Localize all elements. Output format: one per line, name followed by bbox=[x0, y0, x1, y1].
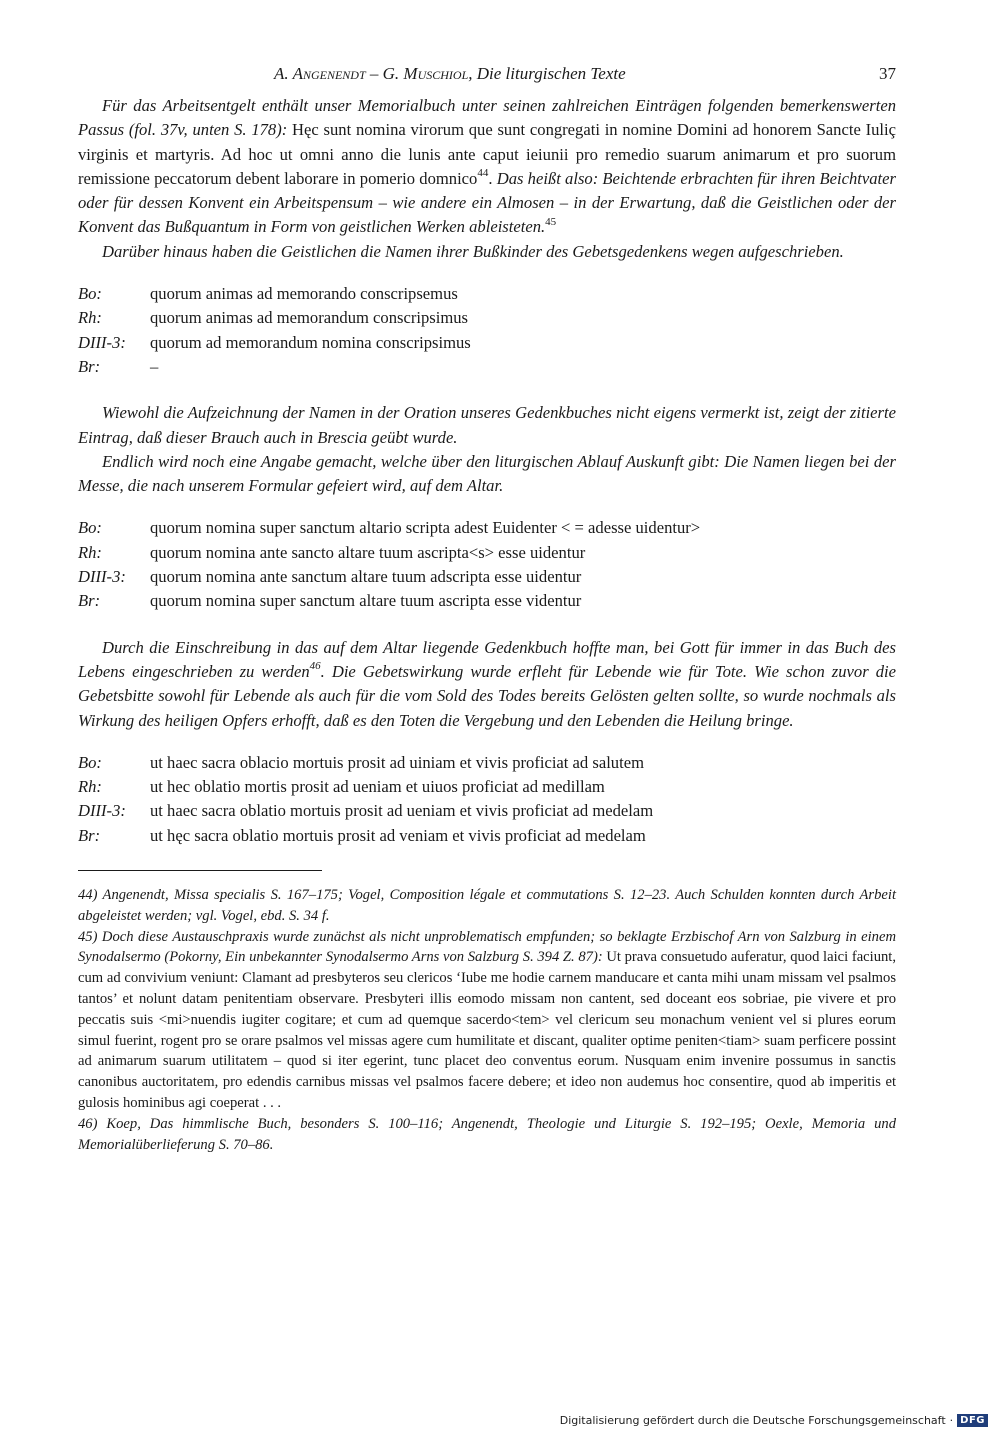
footnote-45-latin: Ut prava consuetudo auferatur, quod laici faciunt, cum ad convivium veniunt: Clamant ad presbyteros seu clericos ‘Iube me hodie carnem manducare et canta mihi unam missam vel psalmos tantos’ et nolunt datam penitentiam observare. Presbyteri illis eomodo missam non cantent, sed doceant eos sobriae, pie vivere et pro peccatis suis <mi>nuendis iugiter cogitare; et cum ad quemque sacerdo<tem> vel clericum seu monachum venient vel si plures eorum simul fuerint, rogent pro se orare psalmos vel missas agere cum humilitate et discant, qualiter optime peniten<tiam> suam perficere possint ad animarum suarum utilitatem – quod si iter egerint, tunc placet deo conventus eorum. Nusquam enim invenire possumus in sanctis canonibus auctoritatem, pro edendis carnibus missas vel psalmos facere debere; et ideo non audemus hoc consentire, quod ab imperitis et gulosis hominibus agi coeperat . . . bbox=[78, 949, 896, 1111]
footnote-45-italic: 45) Doch diese Austauschpraxis wurde zunächst als nicht unproblematisch empfunden; so beklagte Erzbischof Arn von Salzburg in einem Synodalsermo (Pokorny, Ein unbekannter Synodalsermo Arns von Salzburg S. 394 Z. 87): bbox=[78, 928, 896, 966]
variant-row bbox=[78, 799, 896, 823]
variant-row bbox=[78, 775, 896, 799]
para1-latin: Hęc sunt nomina virorum que sunt congregati in nomine Domini ad honorem Sancte Iuliç virginis et martyris. Ad hoc ut omni anno die lunis ante caput ieiunii pro remedio suarum animarum et pro suorum remissione peccatorum debent laborare in pomerio domnico bbox=[78, 120, 896, 188]
variant-text: ut haec sacra oblacio mortuis prosit ad uiniam et vivis proficiat ad salutem bbox=[150, 752, 644, 772]
variant-row bbox=[78, 516, 896, 540]
header-title: , Die liturgischen Texte bbox=[468, 64, 626, 83]
siglum: Br: bbox=[78, 825, 101, 845]
author-2: G. Muschiol bbox=[382, 64, 469, 83]
page-number: 37 bbox=[879, 64, 896, 83]
variant-text: quorum nomina ante sancto altare tuum ascripta<s> esse uidentur bbox=[150, 542, 586, 562]
footnote-rule bbox=[78, 870, 322, 871]
credit-text: Digitalisierung gefördert durch die Deutsche Forschungsgemeinschaft bbox=[559, 1414, 946, 1427]
variant-text: quorum animas ad memorandum conscripsimus bbox=[150, 308, 468, 328]
paragraph-3: Wiewohl die Aufzeichnung der Namen in der Oration unseres Gedenkbuches nicht eigens vermerkt ist, zeigt der zitierte Eintrag, daß dieser Brauch auch in Brescia geübt wurde. bbox=[78, 403, 896, 447]
variant-text: quorum nomina ante sanctum altare tuum adscripta esse uidentur bbox=[150, 567, 582, 587]
variant-row bbox=[78, 824, 896, 848]
footnote-ref-46[interactable]: 46 bbox=[309, 660, 321, 673]
paragraph-4: Endlich wird noch eine Angabe gemacht, welche über den liturgischen Ablauf Auskunft gibt: Die Namen liegen bei der Messe, die nach unserem Formular gefeiert wird, auf dem Altar. bbox=[78, 451, 896, 496]
variant-text: ut hęc sacra oblatio mortuis prosit ad veniam et vivis proficiat ad medelam bbox=[150, 825, 646, 845]
para5-a: Durch die Einschreibung in das auf dem Altar liegende Gedenkbuch hoffte man, bei Gott für immer in das Buch des Lebens eingeschrieben zu werden bbox=[78, 637, 896, 681]
siglum: Rh: bbox=[78, 308, 102, 328]
para1-italic-b: Das heißt also: Beichtende erbrachten für ihren Beichtvater oder für dessen Konvent ein Arbeitspensum – wie andere ein Almosen – in der Erwartung, daß die Geistlichen oder der Konvent das Bußquantum in Form von geistlichen Werken ableisteten. bbox=[78, 168, 896, 237]
variant-table-1 bbox=[78, 282, 896, 379]
siglum: DIII-3: bbox=[78, 332, 126, 352]
variant-text: quorum nomina super sanctum altare tuum ascripta esse videntur bbox=[150, 591, 582, 611]
footnote-46: 46) Koep, Das himmlische Buch, besonders S. 100–116; Angenendt, Theologie und Liturgie S. 192–195; Oexle, Memoria und Memorialüberlieferung S. 70–86. bbox=[78, 1115, 896, 1153]
footnotes bbox=[78, 885, 896, 1155]
variant-text: quorum ad memorandum nomina conscripsimus bbox=[150, 332, 471, 352]
paragraph-5 bbox=[78, 636, 896, 733]
page-body bbox=[78, 62, 896, 1155]
footnote-ref-44[interactable]: 44 bbox=[477, 167, 489, 180]
para5-b: . Die Gebetswirkung wurde erfleht für Lebende wie für Tote. Wie schon zuvor die Gebetsbitte sowohl für Lebende als auch für die vom Sold des Todes bereits Gelösten gelten sollte, so wurde nochmals als Wirkung des heiligen Opfers erhofft, daß es den Toten die Vergebung und den Lebenden die Heilung bringe. bbox=[78, 661, 897, 730]
dfg-logo: DFG bbox=[957, 1414, 988, 1427]
header-separator: – bbox=[365, 64, 383, 83]
para1-italic-a: Für das Arbeitsentgelt enthält unser Memorialbuch unter seinen zahlreichen Einträgen folgenden bemerkenswerten Passus (fol. 37v, unten S. 178): bbox=[78, 96, 896, 140]
variant-row bbox=[78, 565, 896, 589]
siglum: Rh: bbox=[78, 542, 102, 562]
variant-row bbox=[78, 541, 896, 565]
siglum: Br: bbox=[78, 356, 101, 376]
variant-row bbox=[78, 751, 896, 775]
author-1: A. Angenendt bbox=[274, 64, 366, 83]
siglum: Bo: bbox=[78, 752, 102, 772]
para1-dot: . bbox=[488, 168, 493, 188]
siglum: Br: bbox=[78, 591, 101, 611]
variant-text: – bbox=[150, 356, 159, 376]
siglum: Bo: bbox=[78, 518, 102, 538]
siglum: Rh: bbox=[78, 777, 102, 797]
variant-text: ut hec oblatio mortis prosit ad ueniam et uiuos proficiat ad medillam bbox=[150, 777, 605, 797]
running-header bbox=[78, 62, 896, 88]
variant-row bbox=[78, 282, 896, 306]
variant-table-2 bbox=[78, 516, 896, 613]
footnote-45 bbox=[78, 927, 896, 1114]
footnote-44: 44) Angenendt, Missa specialis S. 167–175; Vogel, Composition légale et commutations S. 12–23. Auch Schulden konnten durch Arbeit abgeleistet werden; vgl. Vogel, ebd. S. 34 f. bbox=[78, 887, 896, 924]
paragraph-1 bbox=[78, 94, 896, 240]
paragraph-2: Darüber hinaus haben die Geistlichen die Namen ihrer Bußkinder des Gebetsgedenkens wegen aufgeschrieben. bbox=[102, 241, 844, 261]
footnote-ref-45[interactable]: 45 bbox=[545, 215, 557, 228]
variant-row bbox=[78, 331, 896, 355]
variant-text: quorum nomina super sanctum altario scripta adest Euidenter < = adesse uidentur> bbox=[150, 518, 701, 538]
siglum: DIII-3: bbox=[78, 801, 126, 821]
siglum: Bo: bbox=[78, 284, 102, 304]
variant-text: quorum animas ad memorando conscripsemus bbox=[150, 284, 458, 304]
siglum: DIII-3: bbox=[78, 567, 126, 587]
variant-text: ut haec sacra oblatio mortuis prosit ad ueniam et vivis proficiat ad medelam bbox=[150, 801, 654, 821]
variant-row bbox=[78, 306, 896, 330]
running-title bbox=[274, 62, 626, 86]
digitization-credit: Digitalisierung gefördert durch die Deutsche Forschungsgemeinschaft · DFG bbox=[560, 1414, 988, 1427]
variant-table-3 bbox=[78, 751, 896, 848]
variant-row bbox=[78, 355, 896, 379]
variant-row bbox=[78, 589, 896, 613]
